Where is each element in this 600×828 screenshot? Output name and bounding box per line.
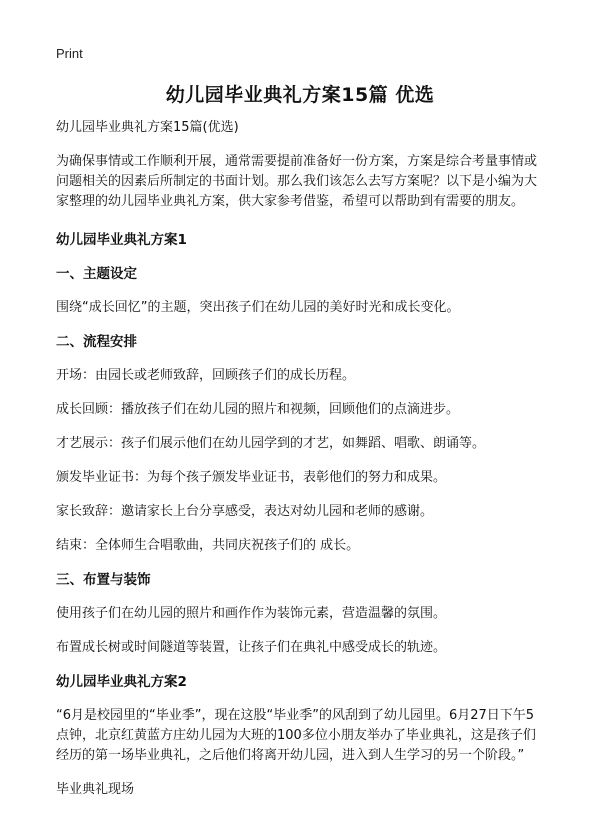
section1-text: 围绕“成长回忆”的主题，突出孩子们在幼儿园的美好时光和成长变化。 xyxy=(56,300,460,315)
flow-item: 开场：由园长或老师致辞，回顾孩子们的成长历程。 xyxy=(56,368,356,383)
decor-item: 使用孩子们在幼儿园的照片和画作作为装饰元素，营造温馨的氛围。 xyxy=(56,606,447,621)
plan2-heading: 幼儿园毕业典礼方案2 xyxy=(56,674,187,690)
flow-item: 结束：全体师生合唱歌曲，共同庆祝孩子们的 成长。 xyxy=(56,538,360,553)
scene-caption: 毕业典礼现场 xyxy=(56,782,135,797)
decor-item: 布置成长树或时间隧道等装置，让孩子们在典礼中感受成长的轨迹。 xyxy=(56,640,447,655)
section3-heading: 三、布置与装饰 xyxy=(56,572,151,588)
intro-paragraph: 为确保事情或工作顺利开展，通常需要提前准备好一份方案，方案是综合考量事情或问题相关的因素后所制定的书面计划。那么我们该怎么去写方案呢？以下是小编为大家整理的幼儿园毕业典礼方案，供大家参考借鉴，希望可以帮助到有需要的朋友。 xyxy=(56,154,538,209)
flow-item: 才艺展示：孩子们展示他们在幼儿园学到的才艺，如舞蹈、唱歌、朗诵等。 xyxy=(56,436,486,451)
document-body xyxy=(56,118,544,800)
subtitle: 幼儿园毕业典礼方案15篇(优选) xyxy=(56,120,239,135)
section1-heading: 一、主题设定 xyxy=(56,266,137,282)
plan2-paragraph: “6月是校园里的“毕业季”，现在这股“毕业季”的风刮到了幼儿园里。6月27日下午5点钟，北京红黄蓝方庄幼儿园为大班的100多位小朋友举办了毕业典礼，这是孩子们经历的第一场毕业典礼，之后他们将离开幼儿园，进入到人生学习的另一个阶段。” xyxy=(56,708,536,763)
section2-heading: 二、流程安排 xyxy=(56,334,137,350)
flow-item: 成长回顾：播放孩子们在幼儿园的照片和视频，回顾他们的点滴进步。 xyxy=(56,402,460,417)
flow-item: 家长致辞：邀请家长上台分享感受，表达对幼儿园和老师的感谢。 xyxy=(56,504,434,519)
document-title: 幼儿园毕业典礼方案15篇 优选 xyxy=(165,84,435,106)
print-label[interactable]: Print xyxy=(56,46,83,61)
flow-item: 颁发毕业证书：为每个孩子颁发毕业证书，表彰他们的努力和成果。 xyxy=(56,470,447,485)
plan1-heading: 幼儿园毕业典礼方案1 xyxy=(56,232,187,248)
